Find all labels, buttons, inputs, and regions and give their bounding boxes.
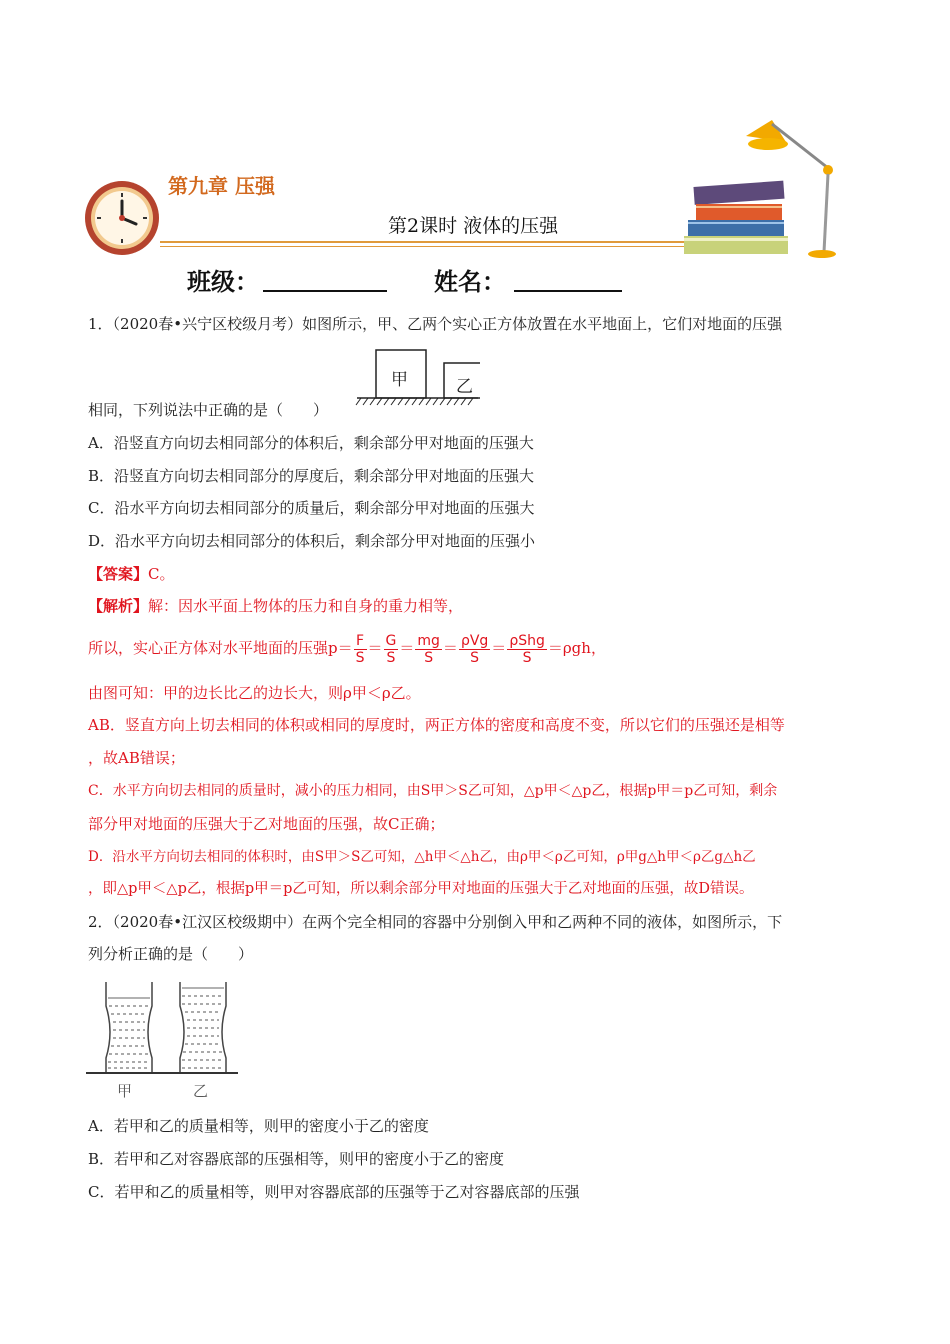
q1-analysis-line1: 【解析】解：因水平面上物体的压力和自身的重力相等， — [88, 597, 464, 615]
answer-tag: 【答案】 — [88, 565, 149, 583]
q1-analysis-line3: 由图可知：甲的边长比乙的边长大，则ρ甲＜ρ乙。 — [88, 684, 421, 702]
q1-analysis-formula: 所以，实心正方体对水平地面的压强p＝ $\frac{F}{S}$ ＝ $\frac{G}{S}$ ＝ $\frac{mg}{S}$ ＝ $\frac{\text{ρVg}}{S}$ ＝ $\frac{\text{ρShg}}{S}$ ＝ρgh， — [88, 632, 606, 666]
fraction-f-s: $\frac{F}{S}$ — [355, 632, 365, 666]
q1-figure-label-yi: 乙 — [456, 377, 473, 397]
q1-analysis-line7: 部分甲对地面的压强大于乙对地面的压强，故C正确； — [88, 815, 445, 833]
q2-option-b[interactable]: B．若甲和乙对容器底部的压强相等，则甲的密度小于乙的密度 — [88, 1150, 505, 1168]
lesson-title: 第2课时 液体的压强 — [388, 215, 559, 237]
q2-figure-label-yi: 乙 — [193, 1082, 209, 1100]
q2-stem-line2: 列分析正确的是（ ） — [88, 945, 254, 963]
q1-answer — [88, 563, 175, 585]
q1-figure-label-jia: 甲 — [391, 370, 408, 390]
q1-option-a[interactable]: A．沿竖直方向切去相同部分的体积后，剩余部分甲对地面的压强大 — [88, 434, 534, 452]
name-blank[interactable] — [514, 290, 622, 292]
header-rule — [160, 241, 700, 243]
books-lamp-icon — [676, 116, 846, 262]
class-blank[interactable] — [263, 290, 387, 292]
q2-option-c[interactable]: C．若甲和乙的质量相等，则甲对容器底部的压强等于乙对容器底部的压强 — [88, 1183, 580, 1201]
q1-stem-line1: 1．（2020春•兴宁区校级月考）如图所示，甲、乙两个实心正方体放置在水平地面上，它们对地面的压强 — [88, 315, 783, 333]
q1-option-c[interactable]: C．沿水平方向切去相同部分的质量后，剩余部分甲对地面的压强大 — [88, 499, 535, 517]
q2-stem-line1: 2．（2020春•江汉区校级期中）在两个完全相同的容器中分别倒入甲和乙两种不同的液体，如图所示，下 — [88, 913, 783, 931]
fraction-rhovg-s: $\frac{\text{ρVg}}{S}$ — [460, 632, 489, 666]
q1-option-b[interactable]: B．沿竖直方向切去相同部分的厚度后，剩余部分甲对地面的压强大 — [88, 467, 535, 485]
q1-stem-line2: 相同，下列说法中正确的是（ ） — [88, 401, 329, 419]
header-rule-thin — [160, 246, 700, 247]
q1-option-d[interactable]: D．沿水平方向切去相同部分的体积后，剩余部分甲对地面的压强小 — [88, 532, 536, 550]
analysis-tag: 【解析】 — [88, 597, 149, 615]
header — [0, 110, 950, 300]
fraction-g-s: $\frac{G}{S}$ — [385, 632, 397, 666]
q1-analysis-line5: ，故AB错误； — [88, 749, 185, 767]
chapter-title: 第九章 压强 — [168, 174, 275, 198]
q2-figure-label-jia: 甲 — [117, 1082, 133, 1100]
answer-value: C。 — [148, 565, 175, 583]
class-label: 班级： — [187, 268, 259, 296]
q1-analysis-line6: C．水平方向切去相同的质量时，减小的压力相同，由S甲＞S乙可知，△p甲＜△p乙，根据p甲＝p乙可知，剩余 — [88, 783, 778, 799]
q1-analysis-line4: AB．竖直方向上切去相同的体积或相同的厚度时，两正方体的密度和高度不变，所以它们的压强还是相等 — [88, 716, 785, 734]
q2-option-a[interactable]: A．若甲和乙的质量相等，则甲的密度小于乙的密度 — [88, 1117, 429, 1135]
q1-analysis-line9: ，即△p甲＜△p乙，根据p甲＝p乙可知，所以剩余部分甲对地面的压强大于乙对地面的压强，故D错误。 — [88, 881, 754, 897]
fraction-mg-s: $\frac{mg}{S}$ — [417, 632, 440, 666]
q1-analysis-line8: D．沿水平方向切去相同的体积时，由S甲＞S乙可知，△h甲＜△h乙，由ρ甲＜ρ乙可知，ρ甲g△h甲＜ρ乙g△h乙 — [88, 849, 756, 865]
q2-containers-figure — [84, 978, 240, 1080]
clock-icon — [82, 176, 162, 260]
fraction-rhoshg-s: $\frac{\text{ρShg}}{S}$ — [509, 632, 545, 666]
name-label: 姓名： — [434, 268, 506, 296]
